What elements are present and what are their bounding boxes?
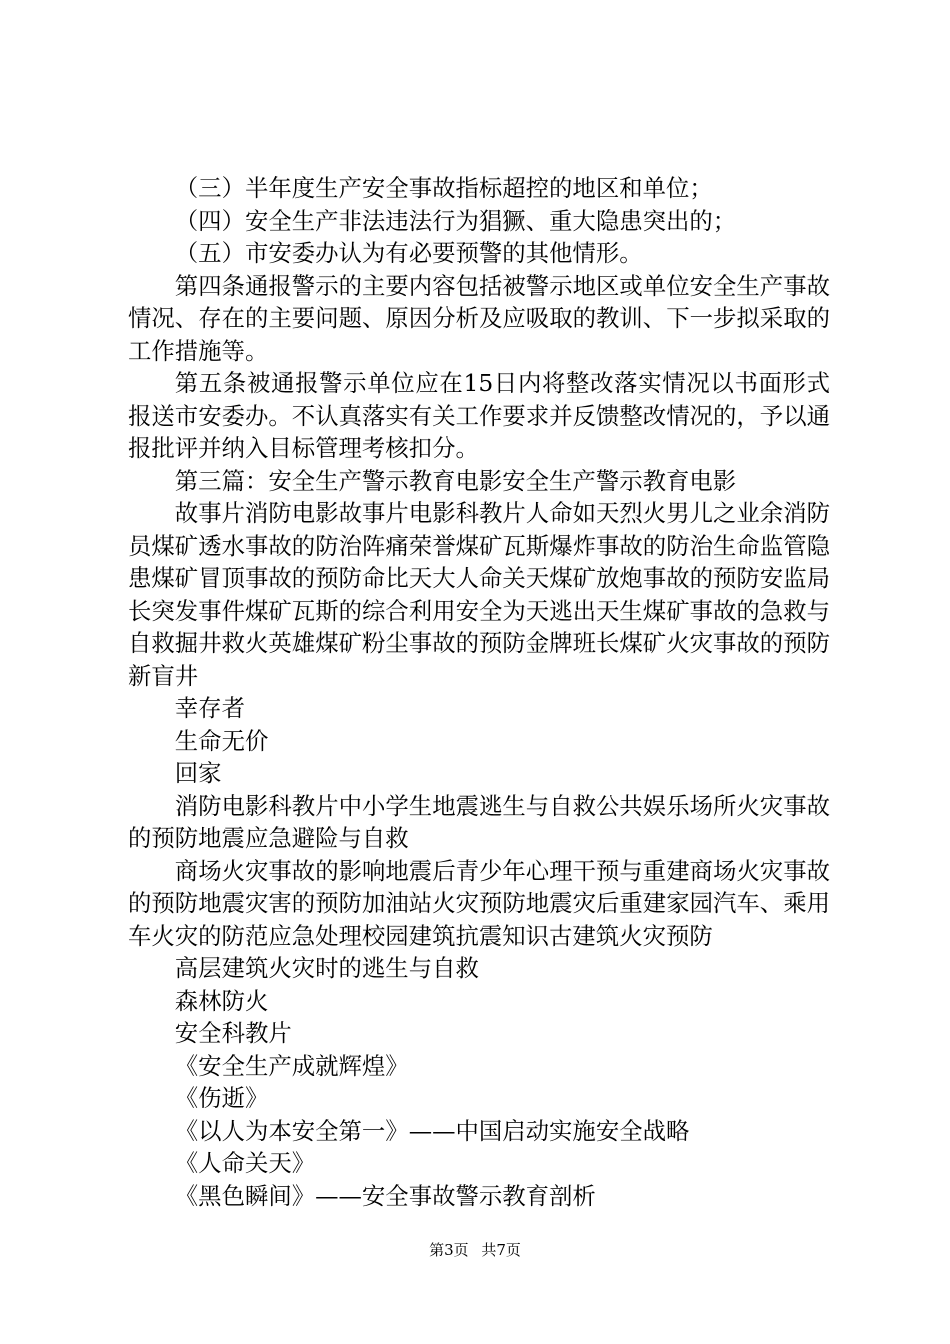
paragraph: 故事片消防电影故事片电影科教片人命如天烈火男儿之业余消防员煤矿透水事故的防治阵痛荣誉煤矿瓦斯爆炸事故的防治生命监管隐患煤矿冒顶事故的预防命比天大人命关天煤矿放炮事故的预防安监局长突发事件煤矿瓦斯的综合利用安全为天逃出天生煤矿事故的急救与自救掘井救火英雄煤矿粉尘事故的预防金牌班长煤矿火灾事故的预防新盲井: [128, 499, 830, 690]
list-item: 生命无价: [174, 726, 269, 755]
page-number: 第3页: [429, 1241, 469, 1259]
paragraph: （三）半年度生产安全事故指标超控的地区和单位；: [174, 174, 713, 202]
section-heading: 第三篇：安全生产警示教育电影安全生产警示教育电影: [174, 466, 737, 495]
list-item: 《人命关天》: [174, 1149, 316, 1177]
paragraph: 商场火灾事故的影响地震后青少年心理干预与重建商场火灾事故的预防地震灾害的预防加油站火灾预防地震灾后重建家园汽车、乘用车火灾的防范应急处理校园建筑抗震知识古建筑火灾预防: [128, 856, 830, 950]
paragraph: （五）市安委办认为有必要预警的其他情形。: [174, 239, 643, 267]
list-item: 回家: [174, 759, 222, 787]
paragraph: 第五条被通报警示单位应在15日内将整改落实情况以书面形式报送市安委办。不认真落实有关工作要求并反馈整改情况的，予以通报批评并纳入目标管理考核扣分。: [128, 369, 830, 462]
list-item: 高层建筑火灾时的逃生与自救: [174, 954, 479, 982]
paragraph: 消防电影科教片中小学生地震逃生与自救公共娱乐场所火灾事故的预防地震应急避险与自救: [128, 791, 830, 852]
list-item: 《以人为本安全第一》——中国启动实施安全战略: [174, 1116, 690, 1145]
document-body: [128, 172, 830, 1212]
list-item: 《伤逝》: [174, 1084, 269, 1112]
page-total: 共7页: [481, 1241, 521, 1259]
list-item: 《黑色瞬间》——安全事故警示教育剖析: [174, 1181, 596, 1210]
list-item: 《安全生产成就辉煌》: [174, 1051, 409, 1080]
page-footer: [0, 1240, 950, 1260]
list-item: 幸存者: [174, 694, 245, 722]
paragraph: 第四条通报警示的主要内容包括被警示地区或单位安全生产事故情况、存在的主要问题、原因分析及应吸取的教训、下一步拟采取的工作措施等。: [128, 271, 830, 365]
list-item: 森林防火: [174, 986, 269, 1015]
paragraph: （四）安全生产非法违法行为猖獗、重大隐患突出的；: [174, 206, 737, 235]
list-item: 安全科教片: [174, 1019, 292, 1047]
